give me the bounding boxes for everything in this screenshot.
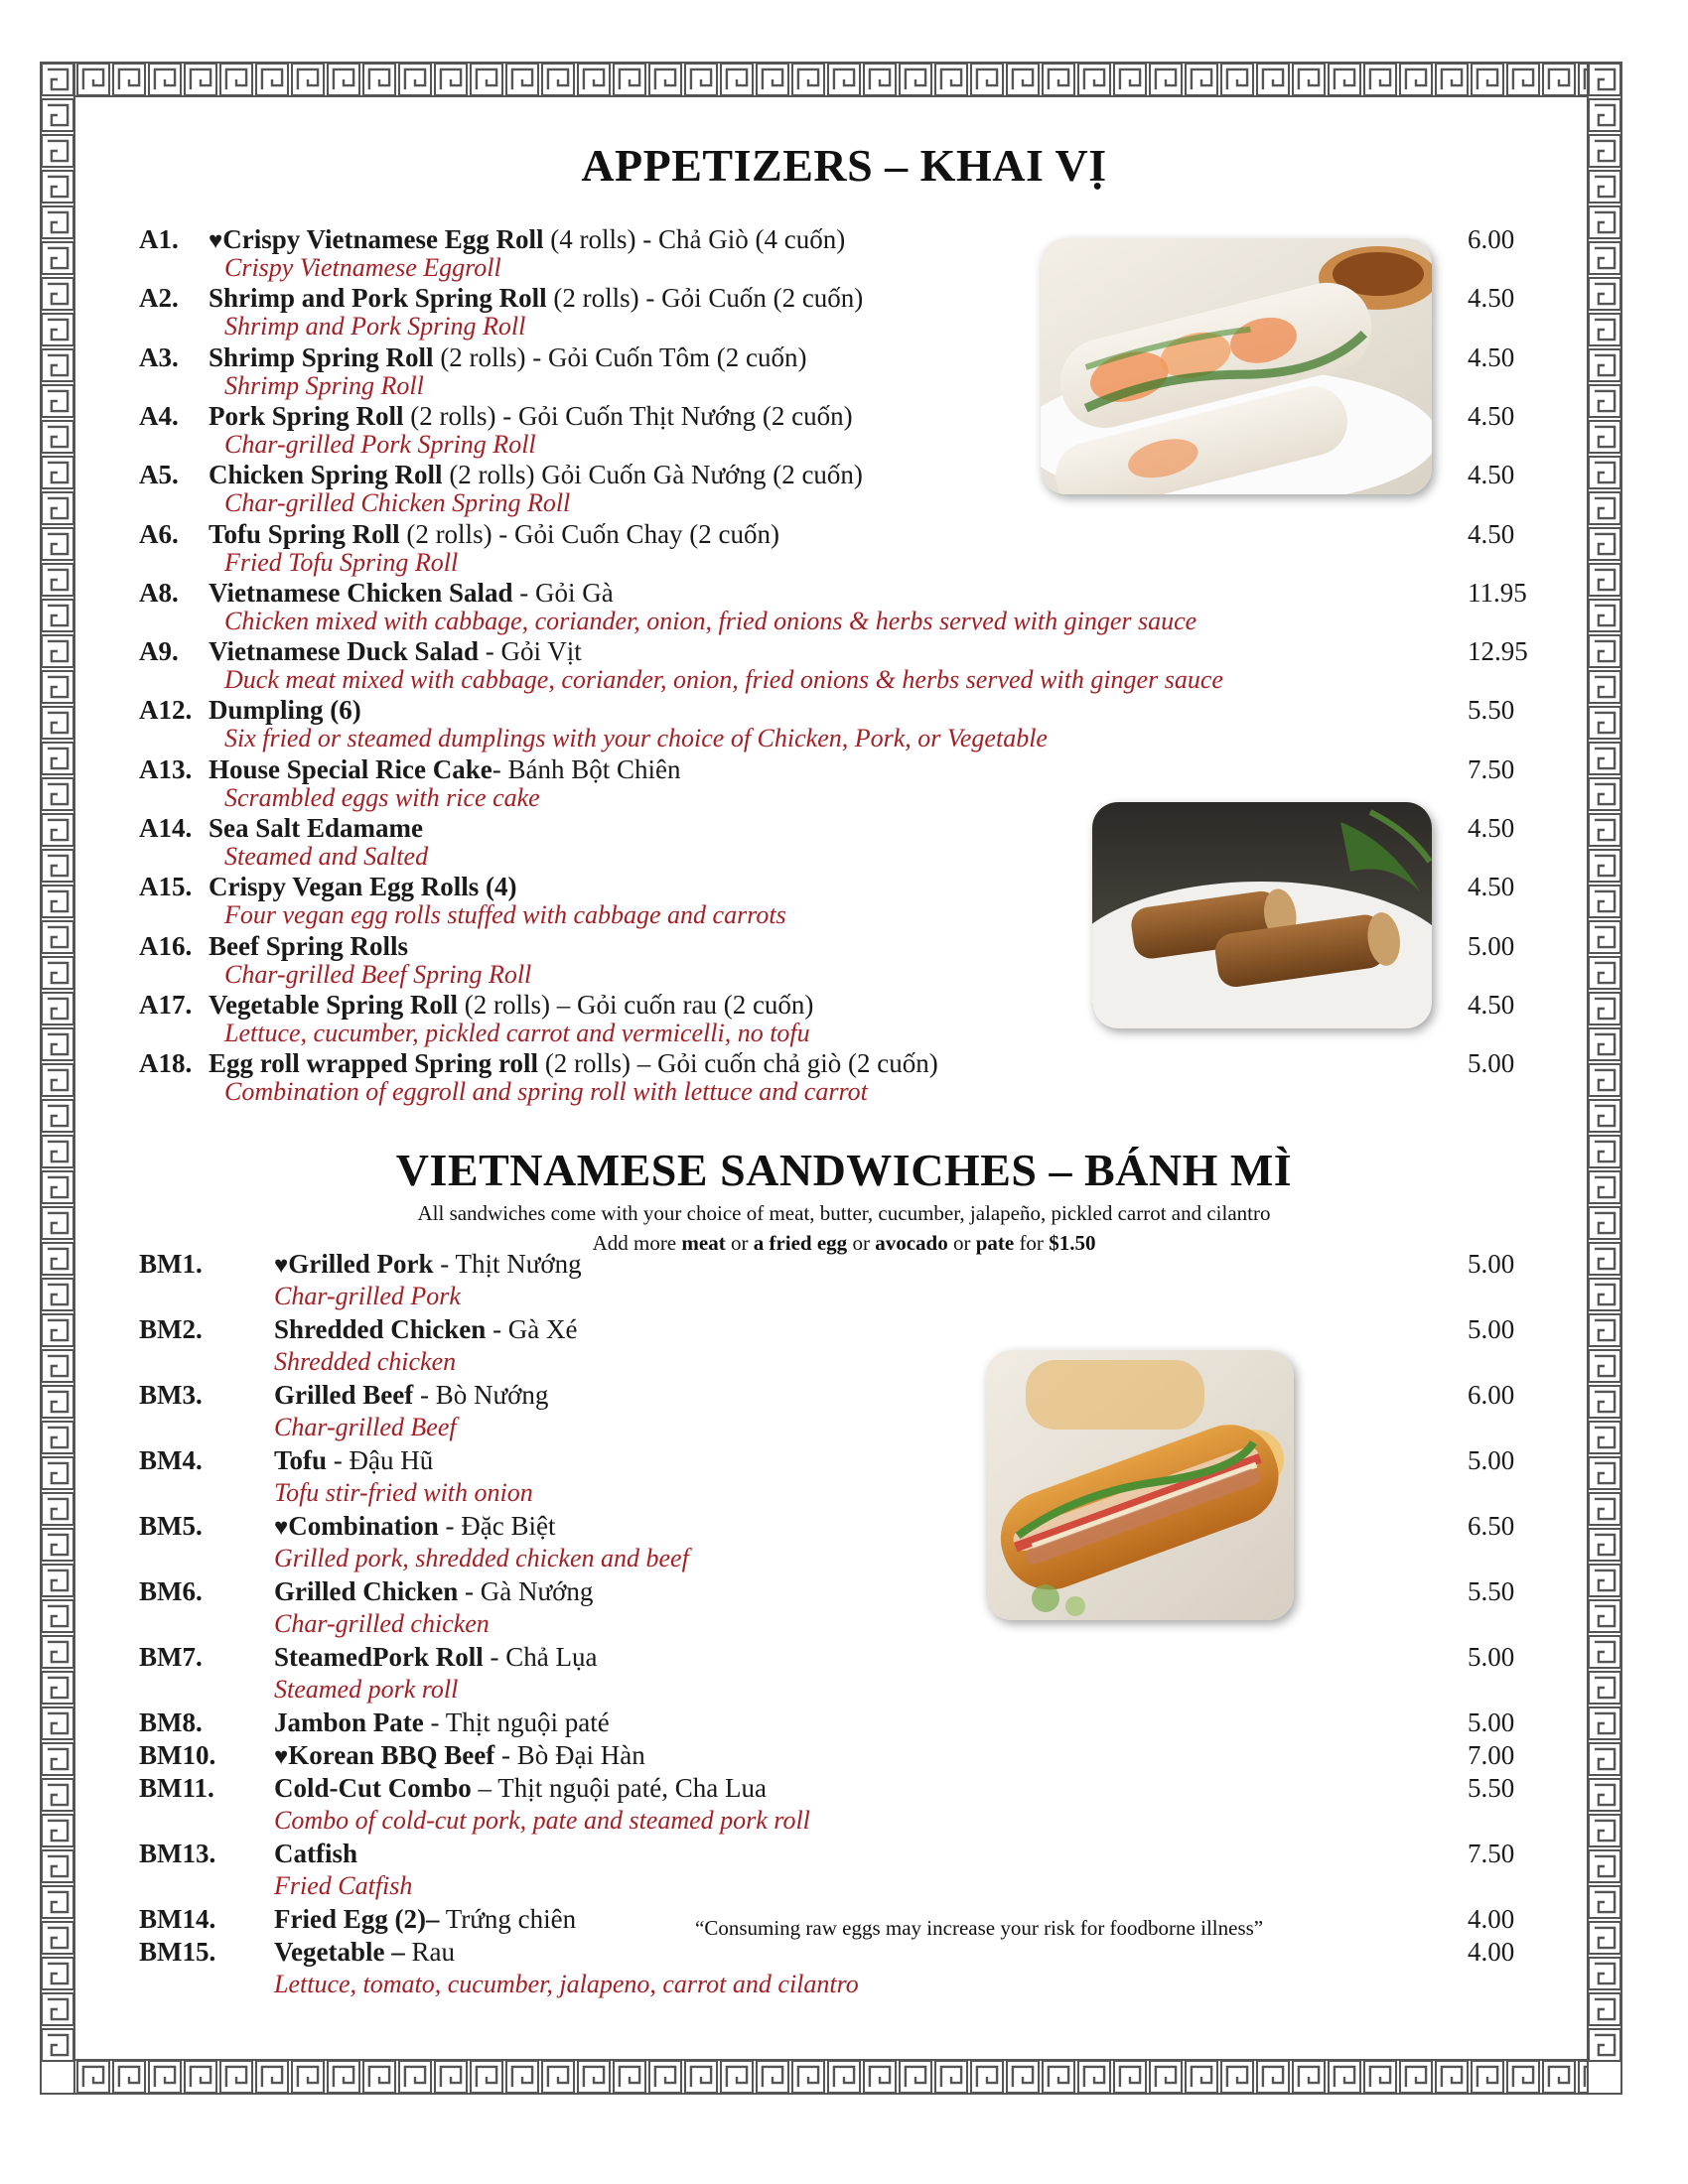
item-name [274, 1576, 593, 1606]
item-code: A4. [139, 400, 179, 431]
item-name [274, 1445, 433, 1475]
menu-item [139, 1249, 1450, 1308]
item-code: A17. [139, 989, 193, 1020]
item-code: A2. [139, 283, 179, 314]
item-name-vietnamese: - Thịt Nướng [433, 1249, 582, 1279]
item-name-bold: Egg roll wrapped Spring roll [209, 1048, 539, 1079]
item-description: Shredded chicken [274, 1347, 457, 1376]
item-description: Fried Tofu Spring Roll [224, 547, 459, 577]
item-description: Six fried or steamed dumplings with your choice of Chicken, Pork, or Vegetable [224, 724, 1048, 753]
sandwiches-addon-note: Add more meat or a fried egg or avocado or pate for $1.50 [592, 1231, 1096, 1255]
item-name-vietnamese: - Thịt nguội paté [423, 1707, 610, 1737]
item-price: 7.00 [1468, 1740, 1515, 1770]
item-name [209, 1048, 938, 1078]
item-description: Char-grilled Chicken Spring Roll [224, 488, 571, 518]
item-description: Scrambled eggs with rice cake [224, 782, 540, 812]
decorative-border-top [40, 62, 1622, 97]
item-price: 5.00 [1468, 1249, 1515, 1279]
item-name-bold: Shredded Chicken [274, 1314, 487, 1344]
item-name-bold: Chicken Spring Roll [209, 460, 443, 490]
item-price: 4.50 [1468, 400, 1515, 431]
egg-rolls-photo [1092, 802, 1432, 1028]
item-name-vietnamese: (2 rolls) - Gỏi Cuốn (2 cuốn) [546, 283, 864, 314]
item-name-vietnamese: (2 rolls) – Gỏi cuốn rau (2 cuốn) [458, 989, 814, 1020]
appetizers-title: APPETIZERS – KHAI VỊ [581, 140, 1107, 191]
item-description: Combo of cold-cut pork, pate and steamed pork roll [274, 1806, 810, 1835]
item-name [274, 1707, 610, 1737]
item-description: Combination of eggroll and spring roll with lettuce and carrot [224, 1077, 868, 1107]
item-name [209, 931, 408, 961]
item-name-vietnamese: (4 rolls) - Chả Giò (4 cuốn) [543, 224, 846, 254]
item-code: BM3. [139, 1380, 203, 1410]
decorative-border-left [40, 62, 75, 2095]
heart-icon: ♥ [274, 1515, 289, 1541]
item-code: BM11. [139, 1773, 214, 1803]
item-name-bold: Grilled Beef [274, 1380, 414, 1410]
menu-item [139, 519, 1450, 579]
item-name-vietnamese: (2 rolls) - Gỏi Cuốn Tôm (2 cuốn) [433, 341, 807, 372]
item-code: A5. [139, 460, 179, 490]
item-code: A8. [139, 577, 179, 608]
item-name-bold: Grilled Chicken [274, 1576, 459, 1606]
item-code: BM7. [139, 1642, 203, 1672]
item-name-vietnamese: Trứng chiên [439, 1904, 577, 1934]
item-name [274, 1314, 578, 1344]
decorative-border-bottom [40, 2059, 1622, 2095]
item-price: 4.00 [1468, 1937, 1515, 1967]
item-description: Char-grilled Pork Spring Roll [224, 429, 536, 459]
item-name-bold: Vegetable – [274, 1937, 405, 1967]
item-code: A9. [139, 636, 179, 667]
item-price: 11.95 [1468, 577, 1527, 608]
item-name-bold: Shrimp Spring Roll [209, 341, 434, 372]
item-code: BM14. [139, 1904, 216, 1934]
item-name [209, 636, 582, 666]
heart-icon: ♥ [274, 1253, 289, 1279]
item-name-bold: Fried Egg (2)– [274, 1904, 440, 1934]
item-description: Lettuce, cucumber, pickled carrot and vermicelli, no tofu [224, 1018, 810, 1047]
item-description: Lettuce, tomato, cucumber, jalapeno, carrot and cilantro [274, 1970, 859, 1998]
item-price: 4.50 [1468, 460, 1515, 490]
item-code: BM2. [139, 1314, 203, 1344]
item-name [209, 224, 845, 256]
item-name [274, 1740, 645, 1772]
item-price: 4.50 [1468, 989, 1515, 1020]
item-description: Crispy Vietnamese Eggroll [224, 253, 501, 282]
item-price: 4.50 [1468, 518, 1515, 549]
item-price: 4.50 [1468, 341, 1515, 372]
item-price: 5.50 [1468, 695, 1515, 726]
item-name [274, 1773, 767, 1803]
item-name-bold: SteamedPork Roll [274, 1642, 484, 1672]
item-price: 4.50 [1468, 813, 1515, 843]
item-name [274, 1249, 582, 1281]
item-code: BM1. [139, 1249, 203, 1279]
menu-item [139, 1773, 1450, 1833]
item-name [274, 1642, 597, 1672]
item-name [209, 754, 680, 784]
item-description: Char-grilled chicken [274, 1609, 490, 1638]
item-description: Grilled pork, shredded chicken and beef [274, 1544, 689, 1572]
item-name [274, 1904, 576, 1934]
item-name-vietnamese: - Gà Xé [486, 1314, 578, 1344]
menu-item [139, 1839, 1450, 1898]
item-name [274, 1839, 357, 1868]
item-name-bold: Vegetable Spring Roll [209, 989, 459, 1020]
item-name [274, 1937, 455, 1967]
item-name-bold: Combination [288, 1511, 439, 1541]
menu-item [139, 636, 1450, 696]
raw-egg-warning: “Consuming raw eggs may increase your risk for foodborne illness” [695, 1916, 1264, 1940]
item-description: Tofu stir-fried with onion [274, 1478, 533, 1507]
item-name-bold: Jambon Pate [274, 1707, 424, 1737]
item-name-vietnamese: (2 rolls) - Gỏi Cuốn Chay (2 cuốn) [399, 518, 780, 549]
menu-item [139, 695, 1450, 754]
item-code: BM4. [139, 1445, 203, 1475]
item-name-vietnamese: - Đậu Hũ [327, 1445, 434, 1475]
item-name [209, 578, 614, 608]
item-price: 5.50 [1468, 1773, 1515, 1803]
item-price: 5.00 [1468, 1707, 1515, 1737]
sandwiches-note: All sandwiches come with your choice of meat, butter, cucumber, jalapeño, pickled carrot and cilantro [417, 1201, 1271, 1225]
item-price: 5.00 [1468, 1314, 1515, 1344]
item-price: 5.00 [1468, 1642, 1515, 1672]
item-name-vietnamese: (2 rolls) - Gỏi Cuốn Thịt Nướng (2 cuốn) [403, 400, 853, 431]
item-name-bold: Crispy Vietnamese Egg Roll [222, 224, 544, 254]
item-name-vietnamese: Rau [404, 1937, 455, 1967]
item-code: BM5. [139, 1511, 203, 1541]
item-name-bold: Vietnamese Chicken Salad [209, 577, 513, 608]
heart-icon: ♥ [209, 228, 223, 254]
item-name-vietnamese: - Chả Lụa [483, 1642, 598, 1672]
item-code: A12. [139, 695, 193, 726]
item-name-bold: Korean BBQ Beef [288, 1740, 495, 1770]
item-price: 5.00 [1468, 930, 1515, 961]
menu-item [139, 1937, 1450, 1996]
item-code: A1. [139, 224, 179, 254]
item-code: BM13. [139, 1839, 216, 1868]
item-price: 12.95 [1468, 636, 1528, 667]
item-name [209, 990, 813, 1020]
item-code: BM15. [139, 1937, 216, 1967]
item-name-bold: Shrimp and Pork Spring Roll [209, 283, 547, 314]
item-price: 4.00 [1468, 1904, 1515, 1934]
banh-mi-photo [986, 1350, 1294, 1620]
item-name [209, 460, 863, 489]
item-description: Four vegan egg rolls stuffed with cabbage and carrots [224, 900, 786, 930]
item-price: 4.50 [1468, 872, 1515, 902]
item-name-vietnamese: (2 rolls) Gỏi Cuốn Gà Nướng (2 cuốn) [442, 460, 863, 490]
item-description: Chicken mixed with cabbage, coriander, onion, fried onions & herbs served with ginger sauce [224, 606, 1197, 635]
item-code: BM8. [139, 1707, 203, 1737]
item-name [274, 1380, 548, 1410]
item-name [209, 695, 361, 725]
item-description: Shrimp and Pork Spring Roll [224, 312, 526, 341]
item-name-bold: Tofu Spring Roll [209, 518, 400, 549]
item-price: 6.50 [1468, 1511, 1515, 1541]
sandwiches-title: VIETNAMESE SANDWICHES – BÁNH MÌ [395, 1145, 1293, 1195]
item-code: A15. [139, 872, 193, 902]
menu-item [139, 578, 1450, 637]
item-name-bold: Catfish [274, 1839, 358, 1868]
item-name-vietnamese: - Bò Đại Hàn [494, 1740, 645, 1770]
item-name-vietnamese: - Bánh Bột Chiên [492, 753, 681, 784]
item-description: Char-grilled Beef [274, 1413, 457, 1441]
item-price: 4.50 [1468, 283, 1515, 314]
item-name-vietnamese: - Đặc Biệt [438, 1511, 556, 1541]
heart-icon: ♥ [274, 1744, 289, 1770]
decorative-border-right [1587, 62, 1622, 2095]
item-description: Shrimp Spring Roll [224, 370, 424, 400]
item-price: 7.50 [1468, 1839, 1515, 1868]
item-description: Char-grilled Beef Spring Roll [224, 959, 532, 989]
item-code: A14. [139, 813, 193, 843]
spring-rolls-photo [1041, 238, 1432, 494]
item-name [209, 872, 517, 901]
item-name-bold: Grilled Pork [288, 1249, 434, 1279]
item-code: A6. [139, 518, 179, 549]
item-code: BM6. [139, 1576, 203, 1606]
item-code: A16. [139, 930, 193, 961]
item-name [274, 1511, 556, 1543]
item-name-bold: Beef Spring Rolls [209, 930, 409, 961]
item-name [209, 401, 853, 431]
item-name-bold: Vietnamese Duck Salad [209, 636, 480, 667]
item-name-bold: Sea Salt Edamame [209, 813, 423, 843]
item-description: Fried Catfish [274, 1871, 413, 1900]
item-name-vietnamese: - Gà Nướng [458, 1576, 594, 1606]
item-name [209, 283, 863, 313]
item-name-bold: Cold-Cut Combo [274, 1773, 472, 1803]
item-price: 5.00 [1468, 1445, 1515, 1475]
item-price: 7.50 [1468, 753, 1515, 784]
item-name-vietnamese: (2 rolls) – Gỏi cuốn chả giò (2 cuốn) [538, 1048, 938, 1079]
item-name-bold: Crispy Vegan Egg Rolls (4) [209, 872, 517, 902]
item-description: Char-grilled Pork [274, 1282, 461, 1310]
item-name-bold: Dumpling (6) [209, 695, 361, 726]
menu-item [139, 1048, 1450, 1108]
item-description: Steamed pork roll [274, 1675, 459, 1704]
item-name-vietnamese: - Gỏi Gà [512, 577, 614, 608]
item-code: A3. [139, 341, 179, 372]
item-name-bold: House Special Rice Cake [209, 753, 492, 784]
item-code: A13. [139, 753, 193, 784]
menu-item [139, 1642, 1450, 1702]
item-name-vietnamese: - Gỏi Vịt [479, 636, 582, 667]
item-name-bold: Tofu [274, 1445, 328, 1475]
item-name-bold: Pork Spring Roll [209, 400, 404, 431]
item-price: 6.00 [1468, 1380, 1515, 1410]
item-description: Duck meat mixed with cabbage, coriander, onion, fried onions & herbs served with ginger sauce [224, 665, 1223, 695]
item-code: A18. [139, 1048, 193, 1079]
item-price: 6.00 [1468, 224, 1515, 254]
item-description: Steamed and Salted [224, 842, 429, 871]
item-name-vietnamese: – Thịt nguội paté, Cha Lua [471, 1773, 767, 1803]
item-name [209, 342, 807, 372]
item-name [209, 813, 423, 843]
item-price: 5.50 [1468, 1576, 1515, 1606]
item-code: BM10. [139, 1740, 216, 1770]
item-price: 5.00 [1468, 1048, 1515, 1079]
item-name [209, 519, 779, 549]
item-name-vietnamese: - Bò Nướng [413, 1380, 549, 1410]
